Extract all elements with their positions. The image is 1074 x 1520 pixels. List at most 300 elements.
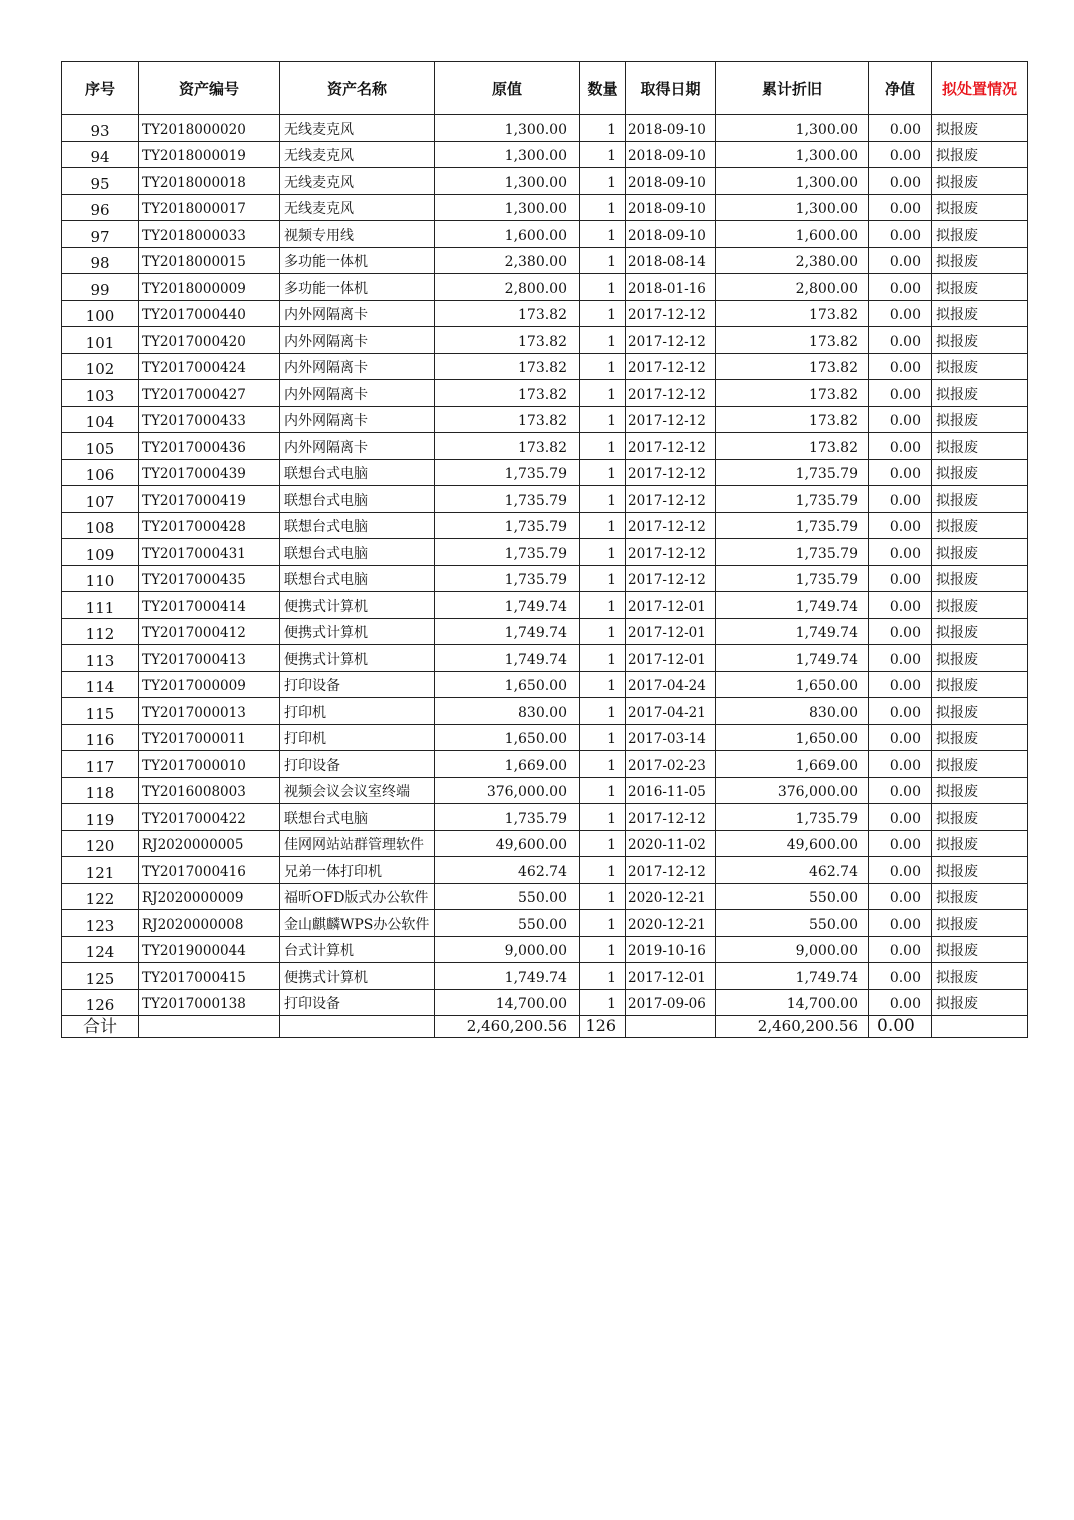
cell-original-value: 173.82 <box>435 406 580 433</box>
cell-original-value: 173.82 <box>435 300 580 327</box>
table-row <box>62 592 1028 619</box>
cell-asset-code: TY2017000428 <box>139 512 280 539</box>
cell-net-value: 0.00 <box>869 380 932 407</box>
cell-net-value: 0.00 <box>869 115 932 142</box>
cell-seq: 107 <box>62 486 139 513</box>
cell-disposal-plan: 拟报废 <box>932 327 1028 354</box>
cell-seq: 116 <box>62 724 139 751</box>
cell-asset-name: 便携式计算机 <box>280 645 435 672</box>
cell-seq: 100 <box>62 300 139 327</box>
cell-original-value: 1,749.74 <box>435 963 580 990</box>
cell-asset-code: RJ2020000008 <box>139 910 280 937</box>
cell-quantity: 1 <box>580 804 626 831</box>
header-original-value: 原值 <box>435 62 580 115</box>
cell-asset-name: 内外网隔离卡 <box>280 327 435 354</box>
cell-seq: 108 <box>62 512 139 539</box>
cell-disposal-plan: 拟报废 <box>932 247 1028 274</box>
cell-disposal-plan: 拟报废 <box>932 459 1028 486</box>
table-row <box>62 724 1028 751</box>
cell-asset-name: 内外网隔离卡 <box>280 300 435 327</box>
asset-disposal-sheet <box>61 61 1027 1038</box>
cell-original-value: 2,800.00 <box>435 274 580 301</box>
cell-net-value: 0.00 <box>869 645 932 672</box>
table-row <box>62 274 1028 301</box>
cell-asset-name: 联想台式电脑 <box>280 459 435 486</box>
cell-seq: 109 <box>62 539 139 566</box>
cell-seq: 96 <box>62 194 139 221</box>
cell-accumulated-depreciation: 173.82 <box>716 380 869 407</box>
cell-asset-name: 打印机 <box>280 698 435 725</box>
cell-disposal-plan: 拟报废 <box>932 512 1028 539</box>
cell-acquisition-date: 2017-04-21 <box>626 698 716 725</box>
cell-asset-code: TY2017000138 <box>139 989 280 1016</box>
cell-net-value: 0.00 <box>869 141 932 168</box>
cell-net-value: 0.00 <box>869 830 932 857</box>
cell-asset-name: 多功能一体机 <box>280 247 435 274</box>
cell-original-value: 1,735.79 <box>435 804 580 831</box>
cell-quantity: 1 <box>580 115 626 142</box>
cell-original-value: 173.82 <box>435 433 580 460</box>
cell-original-value: 49,600.00 <box>435 830 580 857</box>
cell-asset-name: 多功能一体机 <box>280 274 435 301</box>
cell-disposal-plan: 拟报废 <box>932 777 1028 804</box>
asset-table <box>61 61 1028 1038</box>
cell-acquisition-date: 2017-12-12 <box>626 406 716 433</box>
cell-asset-code: TY2018000020 <box>139 115 280 142</box>
table-row <box>62 459 1028 486</box>
cell-acquisition-date: 2017-12-12 <box>626 539 716 566</box>
table-row <box>62 433 1028 460</box>
cell-asset-code: TY2017000416 <box>139 857 280 884</box>
cell-original-value: 1,650.00 <box>435 724 580 751</box>
cell-quantity: 1 <box>580 592 626 619</box>
cell-net-value: 0.00 <box>869 777 932 804</box>
cell-accumulated-depreciation: 1,735.79 <box>716 459 869 486</box>
header-accumulated-depreciation: 累计折旧 <box>716 62 869 115</box>
cell-seq: 117 <box>62 751 139 778</box>
table-row <box>62 963 1028 990</box>
table-row <box>62 936 1028 963</box>
table-row <box>62 353 1028 380</box>
cell-disposal-plan: 拟报废 <box>932 830 1028 857</box>
total-row <box>62 1016 1028 1038</box>
cell-disposal-plan: 拟报废 <box>932 539 1028 566</box>
cell-asset-name: 打印设备 <box>280 751 435 778</box>
cell-asset-name: 视频专用线 <box>280 221 435 248</box>
cell-quantity: 1 <box>580 141 626 168</box>
cell-seq: 103 <box>62 380 139 407</box>
total-empty-date <box>626 1016 716 1038</box>
cell-acquisition-date: 2017-02-23 <box>626 751 716 778</box>
cell-accumulated-depreciation: 462.74 <box>716 857 869 884</box>
cell-seq: 126 <box>62 989 139 1016</box>
cell-quantity: 1 <box>580 512 626 539</box>
cell-accumulated-depreciation: 14,700.00 <box>716 989 869 1016</box>
cell-acquisition-date: 2017-03-14 <box>626 724 716 751</box>
cell-disposal-plan: 拟报废 <box>932 751 1028 778</box>
cell-disposal-plan: 拟报废 <box>932 724 1028 751</box>
table-row <box>62 777 1028 804</box>
total-empty-code <box>139 1016 280 1038</box>
cell-asset-code: TY2017000420 <box>139 327 280 354</box>
cell-seq: 93 <box>62 115 139 142</box>
total-quantity: 126 <box>580 1016 626 1038</box>
table-row <box>62 883 1028 910</box>
table-header-row <box>62 62 1028 115</box>
cell-disposal-plan: 拟报废 <box>932 936 1028 963</box>
total-label: 合计 <box>62 1016 139 1038</box>
cell-net-value: 0.00 <box>869 883 932 910</box>
cell-net-value: 0.00 <box>869 724 932 751</box>
table-row <box>62 300 1028 327</box>
cell-asset-code: TY2017000011 <box>139 724 280 751</box>
cell-seq: 102 <box>62 353 139 380</box>
cell-quantity: 1 <box>580 327 626 354</box>
cell-quantity: 1 <box>580 168 626 195</box>
cell-asset-name: 打印设备 <box>280 671 435 698</box>
cell-accumulated-depreciation: 376,000.00 <box>716 777 869 804</box>
cell-asset-name: 联想台式电脑 <box>280 486 435 513</box>
cell-seq: 122 <box>62 883 139 910</box>
cell-accumulated-depreciation: 173.82 <box>716 327 869 354</box>
cell-accumulated-depreciation: 1,300.00 <box>716 141 869 168</box>
cell-net-value: 0.00 <box>869 274 932 301</box>
cell-asset-name: 无线麦克风 <box>280 168 435 195</box>
cell-accumulated-depreciation: 2,800.00 <box>716 274 869 301</box>
cell-disposal-plan: 拟报废 <box>932 883 1028 910</box>
cell-accumulated-depreciation: 550.00 <box>716 910 869 937</box>
cell-asset-name: 内外网隔离卡 <box>280 353 435 380</box>
cell-net-value: 0.00 <box>869 353 932 380</box>
cell-seq: 110 <box>62 565 139 592</box>
cell-asset-code: TY2017000435 <box>139 565 280 592</box>
cell-accumulated-depreciation: 1,650.00 <box>716 724 869 751</box>
cell-net-value: 0.00 <box>869 857 932 884</box>
cell-original-value: 9,000.00 <box>435 936 580 963</box>
cell-seq: 113 <box>62 645 139 672</box>
cell-original-value: 376,000.00 <box>435 777 580 804</box>
cell-disposal-plan: 拟报废 <box>932 274 1028 301</box>
cell-asset-name: 便携式计算机 <box>280 592 435 619</box>
cell-accumulated-depreciation: 1,735.79 <box>716 804 869 831</box>
cell-seq: 123 <box>62 910 139 937</box>
cell-original-value: 173.82 <box>435 353 580 380</box>
cell-asset-name: 打印设备 <box>280 989 435 1016</box>
cell-disposal-plan: 拟报废 <box>932 804 1028 831</box>
cell-net-value: 0.00 <box>869 698 932 725</box>
table-row <box>62 221 1028 248</box>
table-row <box>62 512 1028 539</box>
cell-acquisition-date: 2018-09-10 <box>626 115 716 142</box>
cell-quantity: 1 <box>580 777 626 804</box>
cell-disposal-plan: 拟报废 <box>932 168 1028 195</box>
cell-original-value: 1,650.00 <box>435 671 580 698</box>
cell-net-value: 0.00 <box>869 618 932 645</box>
cell-disposal-plan: 拟报废 <box>932 380 1028 407</box>
cell-net-value: 0.00 <box>869 194 932 221</box>
cell-disposal-plan: 拟报废 <box>932 221 1028 248</box>
cell-disposal-plan: 拟报废 <box>932 353 1028 380</box>
cell-accumulated-depreciation: 173.82 <box>716 433 869 460</box>
table-row <box>62 194 1028 221</box>
cell-asset-name: 无线麦克风 <box>280 141 435 168</box>
cell-seq: 94 <box>62 141 139 168</box>
cell-asset-code: TY2017000427 <box>139 380 280 407</box>
cell-seq: 106 <box>62 459 139 486</box>
cell-asset-name: 无线麦克风 <box>280 194 435 221</box>
header-quantity: 数量 <box>580 62 626 115</box>
cell-asset-code: TY2017000419 <box>139 486 280 513</box>
cell-quantity: 1 <box>580 645 626 672</box>
cell-disposal-plan: 拟报废 <box>932 910 1028 937</box>
cell-asset-code: TY2018000015 <box>139 247 280 274</box>
cell-acquisition-date: 2018-09-10 <box>626 168 716 195</box>
cell-acquisition-date: 2017-12-12 <box>626 459 716 486</box>
cell-acquisition-date: 2019-10-16 <box>626 936 716 963</box>
cell-acquisition-date: 2020-12-21 <box>626 883 716 910</box>
cell-net-value: 0.00 <box>869 565 932 592</box>
cell-disposal-plan: 拟报废 <box>932 565 1028 592</box>
cell-asset-code: TY2017000439 <box>139 459 280 486</box>
cell-accumulated-depreciation: 9,000.00 <box>716 936 869 963</box>
header-seq: 序号 <box>62 62 139 115</box>
cell-original-value: 1,300.00 <box>435 115 580 142</box>
cell-net-value: 0.00 <box>869 963 932 990</box>
cell-quantity: 1 <box>580 830 626 857</box>
cell-disposal-plan: 拟报废 <box>932 194 1028 221</box>
cell-asset-name: 内外网隔离卡 <box>280 380 435 407</box>
cell-seq: 120 <box>62 830 139 857</box>
cell-quantity: 1 <box>580 857 626 884</box>
cell-net-value: 0.00 <box>869 327 932 354</box>
cell-disposal-plan: 拟报废 <box>932 115 1028 142</box>
cell-asset-code: TY2018000019 <box>139 141 280 168</box>
table-row <box>62 645 1028 672</box>
cell-acquisition-date: 2017-12-01 <box>626 592 716 619</box>
cell-asset-code: TY2018000018 <box>139 168 280 195</box>
table-row <box>62 327 1028 354</box>
cell-acquisition-date: 2017-12-12 <box>626 353 716 380</box>
table-row <box>62 671 1028 698</box>
cell-quantity: 1 <box>580 380 626 407</box>
cell-quantity: 1 <box>580 698 626 725</box>
cell-asset-code: TY2017000433 <box>139 406 280 433</box>
table-body <box>62 115 1028 1016</box>
cell-seq: 104 <box>62 406 139 433</box>
cell-original-value: 173.82 <box>435 327 580 354</box>
cell-accumulated-depreciation: 2,380.00 <box>716 247 869 274</box>
cell-acquisition-date: 2017-12-12 <box>626 804 716 831</box>
cell-net-value: 0.00 <box>869 486 932 513</box>
cell-acquisition-date: 2020-11-02 <box>626 830 716 857</box>
cell-accumulated-depreciation: 1,600.00 <box>716 221 869 248</box>
cell-seq: 97 <box>62 221 139 248</box>
cell-quantity: 1 <box>580 486 626 513</box>
cell-original-value: 1,669.00 <box>435 751 580 778</box>
cell-asset-code: TY2017000424 <box>139 353 280 380</box>
cell-quantity: 1 <box>580 671 626 698</box>
cell-seq: 125 <box>62 963 139 990</box>
cell-acquisition-date: 2017-12-12 <box>626 327 716 354</box>
cell-accumulated-depreciation: 1,749.74 <box>716 618 869 645</box>
cell-quantity: 1 <box>580 751 626 778</box>
cell-quantity: 1 <box>580 883 626 910</box>
cell-asset-code: TY2017000009 <box>139 671 280 698</box>
cell-accumulated-depreciation: 1,749.74 <box>716 963 869 990</box>
cell-net-value: 0.00 <box>869 247 932 274</box>
cell-net-value: 0.00 <box>869 221 932 248</box>
cell-original-value: 830.00 <box>435 698 580 725</box>
cell-quantity: 1 <box>580 433 626 460</box>
table-row <box>62 830 1028 857</box>
cell-quantity: 1 <box>580 194 626 221</box>
cell-asset-name: 联想台式电脑 <box>280 539 435 566</box>
cell-acquisition-date: 2018-01-16 <box>626 274 716 301</box>
cell-original-value: 1,300.00 <box>435 194 580 221</box>
table-row <box>62 751 1028 778</box>
cell-asset-code: TY2019000044 <box>139 936 280 963</box>
cell-disposal-plan: 拟报废 <box>932 989 1028 1016</box>
total-original-value: 2,460,200.56 <box>435 1016 580 1038</box>
cell-accumulated-depreciation: 49,600.00 <box>716 830 869 857</box>
cell-acquisition-date: 2017-12-12 <box>626 433 716 460</box>
cell-accumulated-depreciation: 173.82 <box>716 300 869 327</box>
cell-net-value: 0.00 <box>869 936 932 963</box>
cell-accumulated-depreciation: 1,735.79 <box>716 486 869 513</box>
cell-asset-code: RJ2020000009 <box>139 883 280 910</box>
total-empty-name <box>280 1016 435 1038</box>
cell-accumulated-depreciation: 173.82 <box>716 353 869 380</box>
cell-asset-code: TY2017000440 <box>139 300 280 327</box>
cell-seq: 115 <box>62 698 139 725</box>
cell-acquisition-date: 2018-08-14 <box>626 247 716 274</box>
cell-net-value: 0.00 <box>869 751 932 778</box>
cell-acquisition-date: 2016-11-05 <box>626 777 716 804</box>
cell-disposal-plan: 拟报废 <box>932 857 1028 884</box>
cell-seq: 105 <box>62 433 139 460</box>
cell-seq: 121 <box>62 857 139 884</box>
cell-quantity: 1 <box>580 963 626 990</box>
cell-acquisition-date: 2018-09-10 <box>626 221 716 248</box>
table-row <box>62 539 1028 566</box>
table-row <box>62 857 1028 884</box>
cell-asset-name: 联想台式电脑 <box>280 512 435 539</box>
cell-quantity: 1 <box>580 406 626 433</box>
cell-accumulated-depreciation: 173.82 <box>716 406 869 433</box>
cell-acquisition-date: 2020-12-21 <box>626 910 716 937</box>
cell-original-value: 1,300.00 <box>435 168 580 195</box>
total-net-value: 0.00 <box>869 1016 932 1038</box>
cell-disposal-plan: 拟报废 <box>932 300 1028 327</box>
table-row <box>62 618 1028 645</box>
cell-net-value: 0.00 <box>869 910 932 937</box>
table-row <box>62 565 1028 592</box>
cell-quantity: 1 <box>580 539 626 566</box>
cell-acquisition-date: 2018-09-10 <box>626 141 716 168</box>
table-row <box>62 247 1028 274</box>
cell-asset-code: TY2017000415 <box>139 963 280 990</box>
header-acquisition-date: 取得日期 <box>626 62 716 115</box>
table-row <box>62 698 1028 725</box>
cell-original-value: 14,700.00 <box>435 989 580 1016</box>
cell-disposal-plan: 拟报废 <box>932 592 1028 619</box>
cell-accumulated-depreciation: 1,669.00 <box>716 751 869 778</box>
cell-seq: 101 <box>62 327 139 354</box>
header-net-value: 净值 <box>869 62 932 115</box>
cell-asset-name: 金山麒麟WPS办公软件 <box>280 910 435 937</box>
cell-disposal-plan: 拟报废 <box>932 406 1028 433</box>
cell-quantity: 1 <box>580 910 626 937</box>
cell-disposal-plan: 拟报废 <box>932 433 1028 460</box>
total-empty-disposal <box>932 1016 1028 1038</box>
cell-acquisition-date: 2017-12-12 <box>626 380 716 407</box>
cell-asset-code: TY2017000013 <box>139 698 280 725</box>
cell-original-value: 1,749.74 <box>435 618 580 645</box>
cell-asset-name: 无线麦克风 <box>280 115 435 142</box>
cell-asset-code: TY2017000431 <box>139 539 280 566</box>
table-row <box>62 115 1028 142</box>
cell-seq: 112 <box>62 618 139 645</box>
cell-disposal-plan: 拟报废 <box>932 963 1028 990</box>
cell-net-value: 0.00 <box>869 168 932 195</box>
cell-seq: 118 <box>62 777 139 804</box>
cell-original-value: 1,735.79 <box>435 539 580 566</box>
cell-asset-name: 便携式计算机 <box>280 618 435 645</box>
cell-disposal-plan: 拟报废 <box>932 486 1028 513</box>
cell-asset-name: 便携式计算机 <box>280 963 435 990</box>
cell-net-value: 0.00 <box>869 300 932 327</box>
table-row <box>62 910 1028 937</box>
cell-asset-name: 打印机 <box>280 724 435 751</box>
cell-asset-name: 内外网隔离卡 <box>280 433 435 460</box>
cell-acquisition-date: 2017-09-06 <box>626 989 716 1016</box>
cell-original-value: 1,735.79 <box>435 512 580 539</box>
cell-quantity: 1 <box>580 459 626 486</box>
cell-quantity: 1 <box>580 565 626 592</box>
cell-original-value: 550.00 <box>435 910 580 937</box>
cell-net-value: 0.00 <box>869 539 932 566</box>
cell-acquisition-date: 2017-12-01 <box>626 963 716 990</box>
header-asset-code: 资产编号 <box>139 62 280 115</box>
cell-acquisition-date: 2017-12-01 <box>626 618 716 645</box>
cell-original-value: 173.82 <box>435 380 580 407</box>
cell-accumulated-depreciation: 1,650.00 <box>716 671 869 698</box>
cell-disposal-plan: 拟报废 <box>932 141 1028 168</box>
cell-asset-name: 视频会议会议室终端 <box>280 777 435 804</box>
cell-acquisition-date: 2017-12-01 <box>626 645 716 672</box>
cell-quantity: 1 <box>580 353 626 380</box>
cell-original-value: 1,735.79 <box>435 486 580 513</box>
cell-accumulated-depreciation: 1,749.74 <box>716 592 869 619</box>
cell-disposal-plan: 拟报废 <box>932 671 1028 698</box>
cell-seq: 124 <box>62 936 139 963</box>
cell-original-value: 1,600.00 <box>435 221 580 248</box>
cell-net-value: 0.00 <box>869 804 932 831</box>
cell-quantity: 1 <box>580 936 626 963</box>
cell-seq: 111 <box>62 592 139 619</box>
cell-asset-code: TY2017000010 <box>139 751 280 778</box>
cell-acquisition-date: 2017-04-24 <box>626 671 716 698</box>
cell-original-value: 1,749.74 <box>435 592 580 619</box>
cell-disposal-plan: 拟报废 <box>932 698 1028 725</box>
cell-acquisition-date: 2017-12-12 <box>626 486 716 513</box>
cell-seq: 95 <box>62 168 139 195</box>
cell-asset-name: 台式计算机 <box>280 936 435 963</box>
cell-disposal-plan: 拟报废 <box>932 645 1028 672</box>
total-accumulated-depreciation: 2,460,200.56 <box>716 1016 869 1038</box>
cell-net-value: 0.00 <box>869 671 932 698</box>
table-row <box>62 406 1028 433</box>
